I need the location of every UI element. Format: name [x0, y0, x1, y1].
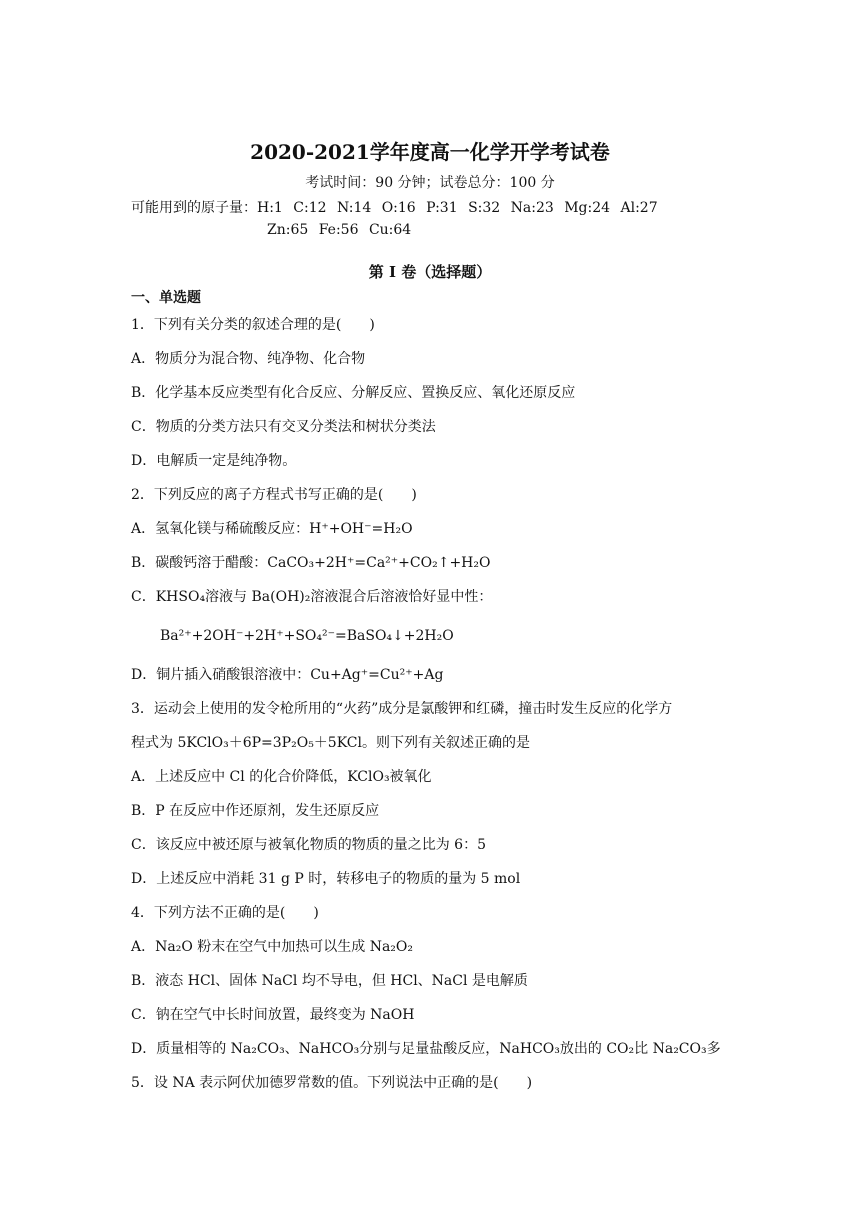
question-4-option-d: D．质量相等的 Na₂CO₃、NaHCO₃分别与足量盐酸反应，NaHCO₃放出的 CO₂比 Na₂CO₃多 [131, 1041, 721, 1057]
question-1-option-c: C．物质的分类方法只有交叉分类法和树状分类法 [131, 419, 436, 435]
question-4-option-a: A．Na₂O 粉末在空气中加热可以生成 Na₂O₂ [131, 939, 413, 955]
question-2-option-d: D．铜片插入硝酸银溶液中：Cu+Ag⁺=Cu²⁺+Ag [131, 667, 444, 683]
question-2-option-a: A．氢氧化镁与稀硫酸反应：H⁺+OH⁻=H₂O [131, 521, 413, 537]
question-1-option-b: B．化学基本反应类型有化合反应、分解反应、置换反应、氧化还原反应 [131, 385, 576, 401]
question-4-stem: 4．下列方法不正确的是( ) [131, 905, 319, 921]
question-1-option-d: D．电解质一定是纯净物。 [131, 453, 297, 469]
atomic-mass-values-2: Zn:65 Fe:56 Cu:64 [267, 222, 412, 238]
question-1-stem: 1．下列有关分类的叙述合理的是( ) [131, 317, 375, 333]
exam-info: 考试时间：90 分钟；试卷总分：100 分 [305, 175, 555, 191]
question-4-option-b: B．液态 HCl、固体 NaCl 均不导电，但 HCl、NaCl 是电解质 [131, 973, 528, 989]
section-subheading: 一、单选题 [131, 290, 201, 306]
section-title: 第 I 卷（选择题） [368, 263, 492, 281]
question-3-option-a: A．上述反应中 Cl 的化合价降低，KClO₃被氧化 [131, 769, 432, 785]
question-3-option-b: B．P 在反应中作还原剂，发生还原反应 [131, 803, 380, 819]
question-3-stem-line-2: 程式为 5KClO₃＋6P=3P₂O₅＋5KCl。则下列有关叙述正确的是 [131, 735, 530, 751]
atomic-mass-line-1 [131, 199, 658, 217]
question-2-option-b: B．碳酸钙溶于醋酸：CaCO₃+2H⁺=Ca²⁺+CO₂↑+H₂O [131, 555, 491, 571]
atomic-mass-label: 可能用到的原子量： [131, 200, 257, 216]
question-3-stem-line-1: 3．运动会上使用的发令枪所用的“火药”成分是氯酸钾和红磷，撞击时发生反应的化学方 [131, 701, 673, 717]
atomic-mass-values-1: H:1 C:12 N:14 O:16 P:31 S:32 Na:23 Mg:24 Al:27 [257, 200, 658, 216]
question-2-option-c-equation: Ba²⁺+2OH⁻+2H⁺+SO₄²⁻=BaSO₄↓+2H₂O [160, 628, 454, 644]
question-2-stem: 2．下列反应的离子方程式书写正确的是( ) [131, 487, 417, 503]
question-3-option-d: D．上述反应中消耗 31 g P 时，转移电子的物质的量为 5 mol [131, 871, 521, 887]
question-4-option-c: C．钠在空气中长时间放置，最终变为 NaOH [131, 1007, 415, 1023]
question-1-option-a: A．物质分为混合物、纯净物、化合物 [131, 351, 366, 367]
question-2-option-c: C．KHSO₄溶液与 Ba(OH)₂溶液混合后溶液恰好显中性： [131, 589, 493, 605]
question-5-stem: 5．设 NA 表示阿伏加德罗常数的值。下列说法中正确的是( ) [131, 1075, 533, 1091]
question-3-option-c: C．该反应中被还原与被氧化物质的物质的量之比为 6：5 [131, 837, 486, 853]
exam-title: 2020-2021学年度高一化学开学考试卷 [250, 140, 610, 164]
